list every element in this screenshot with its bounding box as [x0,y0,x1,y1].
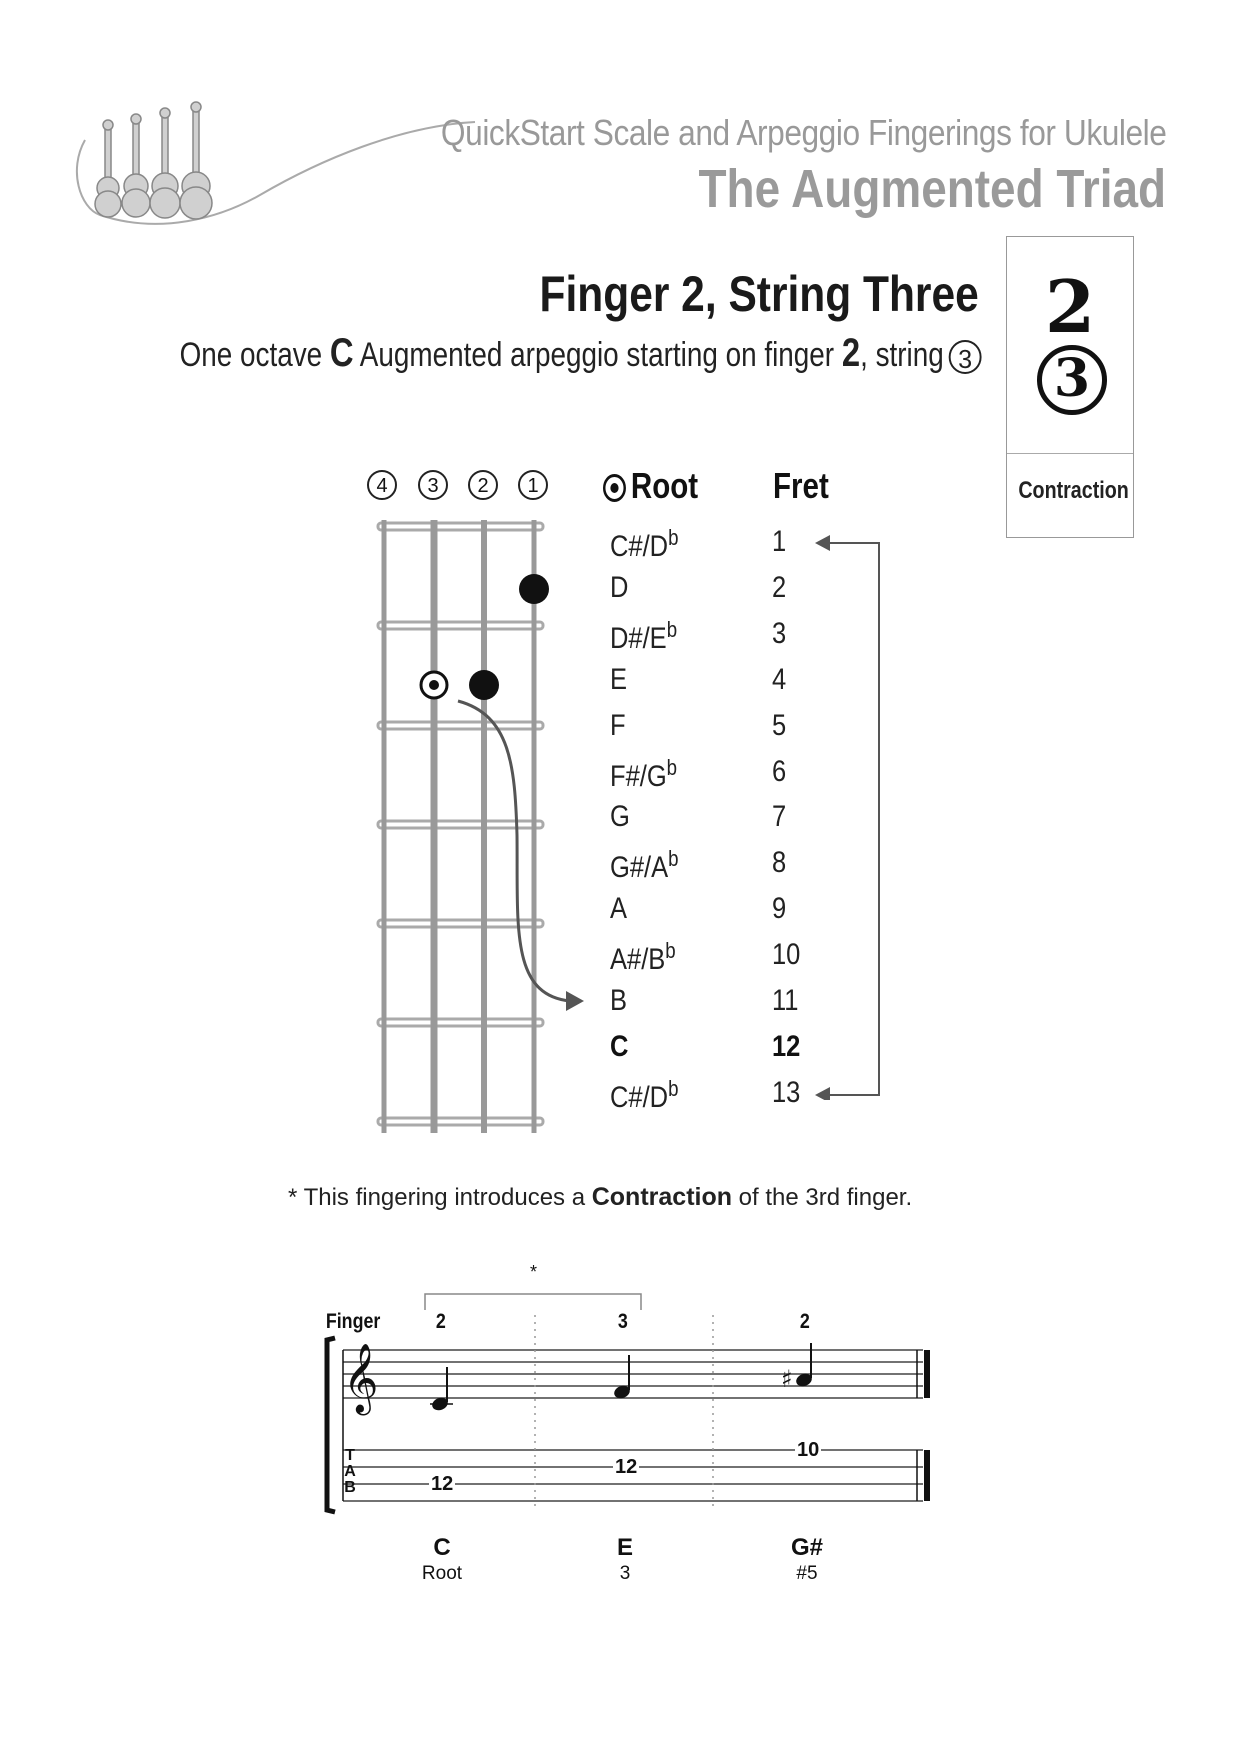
note-name-row: $D\#/E^b$ [610,616,678,655]
note-name-row: F [610,708,626,742]
finger-dot-string1-fret2 [519,574,549,604]
finger-number-3: 2 [799,1310,810,1333]
finger-dot-string2-fret4 [469,670,499,700]
note-name-3: G# [790,1534,823,1561]
degree-1: Root [421,1563,463,1584]
tab-number-3: 10 [797,1439,820,1461]
staff-and-tab [315,1270,940,1520]
box-divider [1007,453,1133,454]
note-name-1: C [433,1534,451,1561]
root-marker-icon [603,474,626,502]
root-dot-string3-fret4 [421,672,447,698]
note-name-row: $C\#/D^b$ [610,525,679,563]
fret-number-row: 2 [772,570,787,604]
string-number-badge: 3 [949,340,982,374]
fret-number-row: 7 [772,800,787,834]
note-name-row: $A\#/B^b$ [610,938,676,977]
note-name-row: B [610,984,628,1017]
tab-number-1: 12 [431,1473,454,1495]
string-number-1: 1 [518,470,548,500]
fret-number-row: 13 [772,1075,801,1109]
note-name-row: E [610,662,628,696]
degree-3: #5 [796,1563,818,1584]
series-title: QuickStart Scale and Arpeggio Fingerings for Ukulele [440,112,1166,153]
page-title: Finger 2, String Three [539,266,979,322]
footnote: * This fingering introduces a Contraction of the 3rd finger. [288,1183,913,1211]
finger-number-1: 2 [435,1310,446,1333]
svg-text:♯: ♯ [781,1365,793,1393]
fret-number-row: 3 [772,616,787,650]
degree-2: 3 [619,1563,631,1584]
note-name-2: E [616,1534,633,1561]
fingering-box [1006,236,1134,538]
string-number-4: 4 [367,470,397,500]
fret-number-row: 12 [772,1029,801,1063]
box-label: Contraction [1018,477,1129,504]
fretboard-diagram [360,505,600,1135]
note-name-row: G [610,800,630,834]
string-number-3: 3 [418,470,448,500]
string-number-2: 2 [468,470,498,500]
book-title: The Augmented Triad [698,159,1166,219]
box-finger-number: 2 [1044,264,1096,349]
fret-number-row: 8 [772,846,787,880]
finger-number-2: 3 [617,1310,628,1333]
note-name-row: A [610,892,628,926]
fret-number-row: 9 [772,892,787,926]
box-string-number: 3 [1037,345,1107,415]
fret-number-row: 11 [772,984,799,1017]
slide-arrow-icon [458,701,570,1001]
fret-number-row: 1 [772,525,787,558]
finger-row-label: Finger [325,1310,381,1333]
fret-number-row: 10 [772,938,801,972]
ukuleles-icon [70,100,490,230]
fret-number-row: 5 [772,708,787,742]
note-name-row: C [610,1029,629,1063]
treble-clef-icon: 𝄞 [343,1343,379,1413]
tab-label: T A B [344,1447,356,1496]
note-name-row: $C\#/D^b$ [610,1075,679,1114]
note-name-row: $F\#/G^b$ [610,754,678,793]
contraction-mark: * [530,1262,538,1282]
fret-number-row: 4 [772,662,787,696]
fret-number-row: 6 [772,754,787,788]
page-subtitle: One octave C Augmented arpeggio starting on finger 2, string 3 [179,331,979,376]
root-legend: Root [603,465,698,507]
tab-number-2: 12 [615,1456,638,1478]
note-name-row: D [610,570,629,604]
note-name-row: $G\#/A^b$ [610,846,679,885]
range-bracket-arrows [810,530,890,1100]
fret-header: Fret [773,465,829,506]
